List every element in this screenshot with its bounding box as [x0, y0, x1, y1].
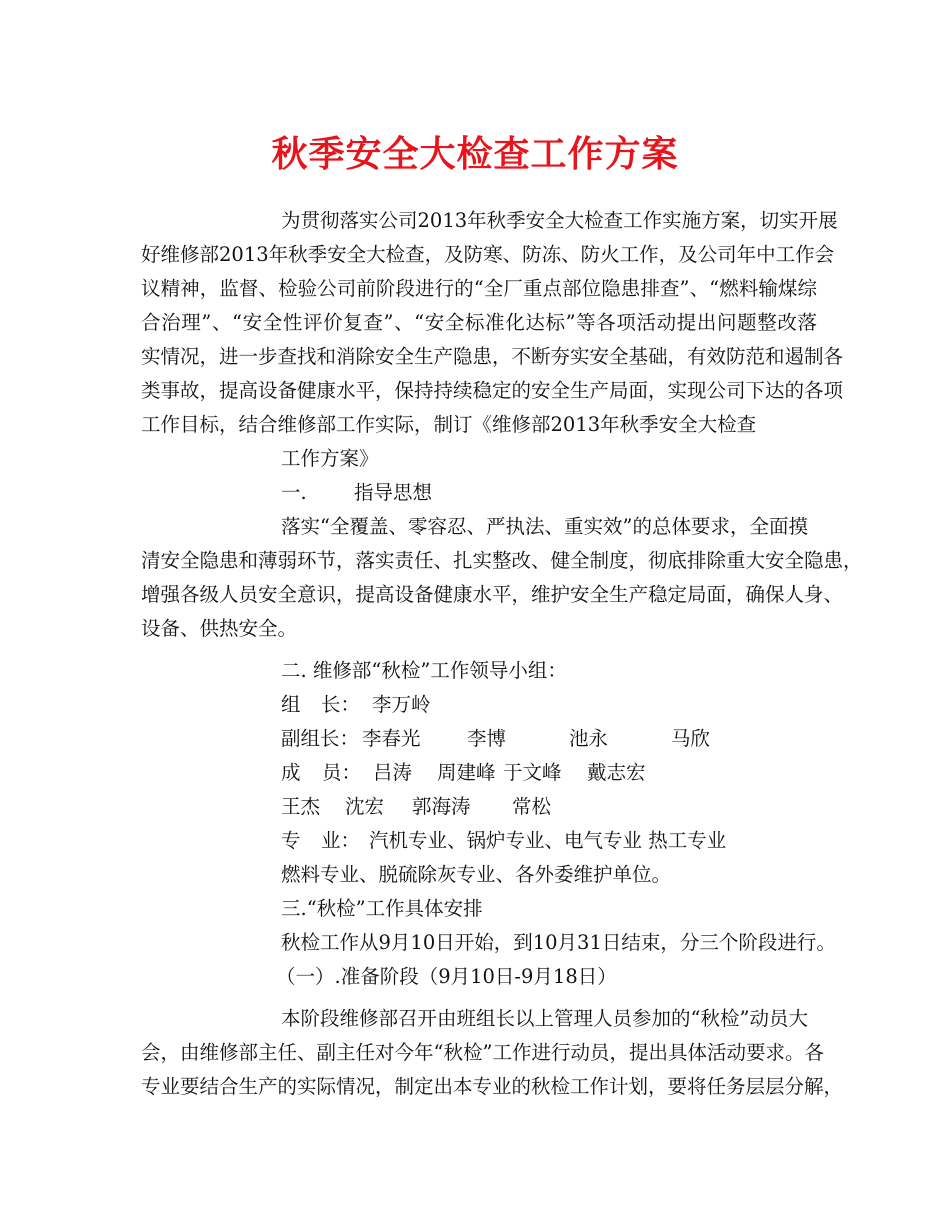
intro-line-5: 实情况，进一步查找和消除安全生产隐患，不断夯实安全基础，有效防范和遏制各: [141, 345, 844, 368]
deputy-label: 副组长：: [281, 727, 360, 750]
section3-overview: 秋检工作从9月10日开始，到10月31日结束，分三个阶段进行。: [281, 931, 836, 954]
member-name-4: 戴志宏: [587, 761, 646, 784]
member-name-5: 王杰: [281, 795, 321, 818]
member-name-3: 于文峰: [503, 761, 562, 784]
section3-heading: 三.“秋检”工作具体安排: [281, 897, 483, 920]
member-label: 成: [281, 761, 301, 784]
intro-line-3: 议精神，监督、检验公司前阶段进行的“全厂重点部位隐患排查”、“燃料输煤综: [141, 277, 817, 300]
section1-number: 一.: [281, 481, 307, 504]
section1-line-3: 增强各级人员安全意识，提高设备健康水平，维护安全生产稳定局面，确保人身、: [141, 583, 844, 606]
member-name-7: 郭海涛: [412, 795, 471, 818]
specialty-label: 专: [281, 829, 301, 852]
section1-line-4: 设备、供热安全。: [141, 617, 298, 640]
member-name-6: 沈宏: [345, 795, 385, 818]
member-name-1: 吕涛: [373, 761, 413, 784]
deputy-name-4: 马欣: [671, 727, 711, 750]
deputy-name-3: 池永: [569, 727, 609, 750]
section1-line-1: 落实“全覆盖、零容忍、严执法、重实效”的总体要求，全面摸: [281, 515, 808, 538]
intro-line-6: 类事故，提高设备健康水平，保持持续稳定的安全生产局面，实现公司下达的各项: [141, 379, 844, 402]
document-title: 秋季安全大检查工作方案: [271, 134, 679, 175]
specialty-line-2: 燃料专业、脱硫除灰专业、各外委维护单位。: [281, 863, 672, 886]
intro-line-1: 为贯彻落实公司2013年秋季安全大检查工作实施方案，切实开展: [281, 209, 838, 232]
phase1-line-3: 专业要结合生产的实际情况，制定出本专业的秋检工作计划，要将任务层层分解，: [141, 1075, 844, 1098]
deputy-name-1: 李春光: [362, 727, 421, 750]
specialty-label-2: 业：: [321, 829, 361, 852]
section1-line-2: 清安全隐患和薄弱环节，落实责任、扎实整改、健全制度，彻底排除重大安全隐患，: [141, 549, 863, 572]
deputy-name-2: 李博: [467, 727, 507, 750]
member-name-2: 周建峰: [437, 761, 496, 784]
intro-line-4: 合治理”、“安全性评价复查”、“安全标准化达标”等各项活动提出问题整改落: [141, 311, 817, 334]
section1-heading: 指导思想: [354, 481, 433, 504]
section2-heading: 二. 维修部“秋检”工作领导小组：: [281, 659, 567, 682]
phase1-line-1: 本阶段维修部召开由班组长以上管理人员参加的“秋检”动员大: [281, 1007, 808, 1030]
leader-name: 李万岭: [372, 693, 431, 716]
intro-line-7: 工作目标，结合维修部工作实际，制订《维修部2013年秋季安全大检查: [141, 413, 757, 436]
member-label-2: 员：: [322, 761, 362, 784]
intro-tail: 工作方案》: [281, 447, 379, 470]
phase1-heading: （一）.准备阶段（9月10日-9月18日）: [276, 965, 617, 988]
member-name-8: 常松: [512, 795, 552, 818]
phase1-line-2: 会，由维修部主任、副主任对今年“秋检”工作进行动员，提出具体活动要求。各: [141, 1041, 824, 1064]
specialty-line-1: 汽机专业、锅炉专业、电气专业 热工专业: [369, 829, 727, 852]
leader-label: 组: [281, 693, 301, 716]
intro-line-2: 好维修部2013年秋季安全大检查，及防寒、防冻、防火工作，及公司年中工作会: [141, 243, 835, 266]
leader-label-2: 长：: [321, 693, 361, 716]
